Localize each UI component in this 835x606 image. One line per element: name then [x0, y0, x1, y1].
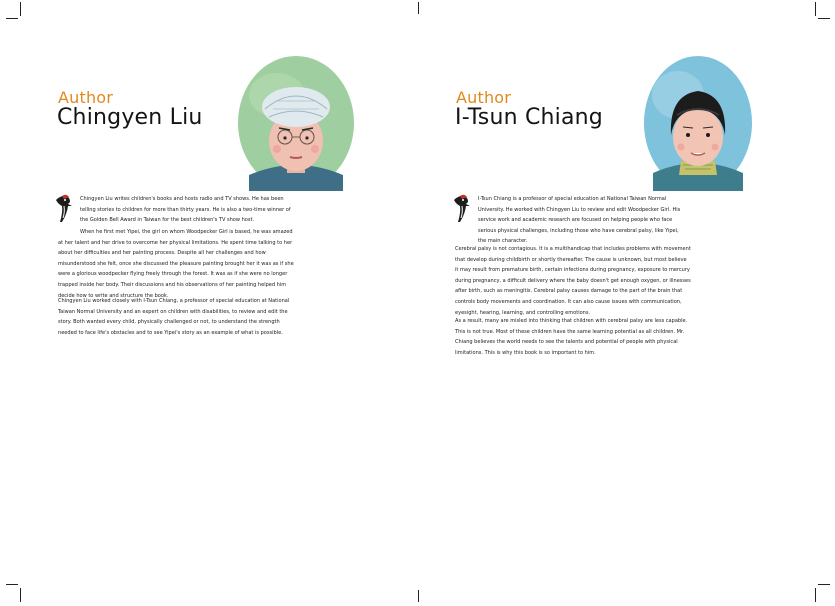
- author-portrait: [237, 55, 355, 191]
- author-portrait: [643, 55, 753, 191]
- author-name: I-Tsun Chiang: [455, 105, 603, 130]
- author-name: Chingyen Liu: [57, 105, 203, 130]
- woodpecker-icon: [450, 194, 472, 224]
- bio-paragraph-2: Cerebral palsy is not contagious. It is a multihandicap that includes problems with movement that develop during childbirth or shortly thereafter. The cause is unknown, but most believe it may result from premature birth, certain infections during pregnancy, exposure to mercury during pregnancy, a difficult delivery where the baby doesn't get enough oxygen, or illnesses after birth, such as meningitis. Cerebral palsy causes damage to the part of the brain that controls body movements and coordination. It can also cause issues with communication, eyesight, hearing, learning, and controlling emotions.: [455, 246, 691, 316]
- author-label: Author: [58, 88, 114, 107]
- author-label: Author: [456, 88, 512, 107]
- bio-paragraph-1: I-Tsun Chiang is a professor of special education at National Taiwan Normal University. He worked with Chingyen Liu to review and edit Woodpecker Girl. His service work and academic research are focused on helping people who face serious physical challenges, including those who have cerebral palsy, like Yipei, the main character.: [478, 196, 681, 245]
- right-page: [418, 0, 835, 606]
- bio-paragraph-1: Chingyen Liu writes children's books and hosts radio and TV shows. He has been telling stories to children for more than thirty years. He is also a two-time winner of the Golden Bell Award in Taiwan for the best children's TV show host.: [80, 196, 291, 224]
- bio-paragraph-2: When he first met Yipei, the girl on whom Woodpecker Girl is based, he was amazed at her talent and her drive to overcome her physical limitations. He spent time talking to her about her difficulties and her painting process. Despite all her challenges and how misunderstood she felt, once she discussed the pleasure painting brought her it was as if she were a glorious woodpecker flying freely through the forest. It was as if she were no longer trapped inside her body. Their discussions and his observations of her painting helped him decide how to write and structure the book.: [58, 229, 294, 299]
- woodpecker-icon: [52, 194, 74, 224]
- bio-paragraph-3: As a result, many are misled into thinking that children with cerebral palsy are less capable. This is not true. Most of these children have the same learning potential as all children. Mr. Chiang believes the world needs to see the talents and potential of people with physical limitations. This is why this book is so important to him.: [455, 318, 688, 356]
- bio-paragraph-3: Chingyen Liu worked closely with I-Tsun Chiang, a professor of special education at National Taiwan Normal University and an expert on children with disabilities, to review and edit the story. Both wanted every child, physically challenged or not, to understand the strength needed to face life's obstacles and to see Yipei's story as an example of what is possible.: [58, 298, 290, 336]
